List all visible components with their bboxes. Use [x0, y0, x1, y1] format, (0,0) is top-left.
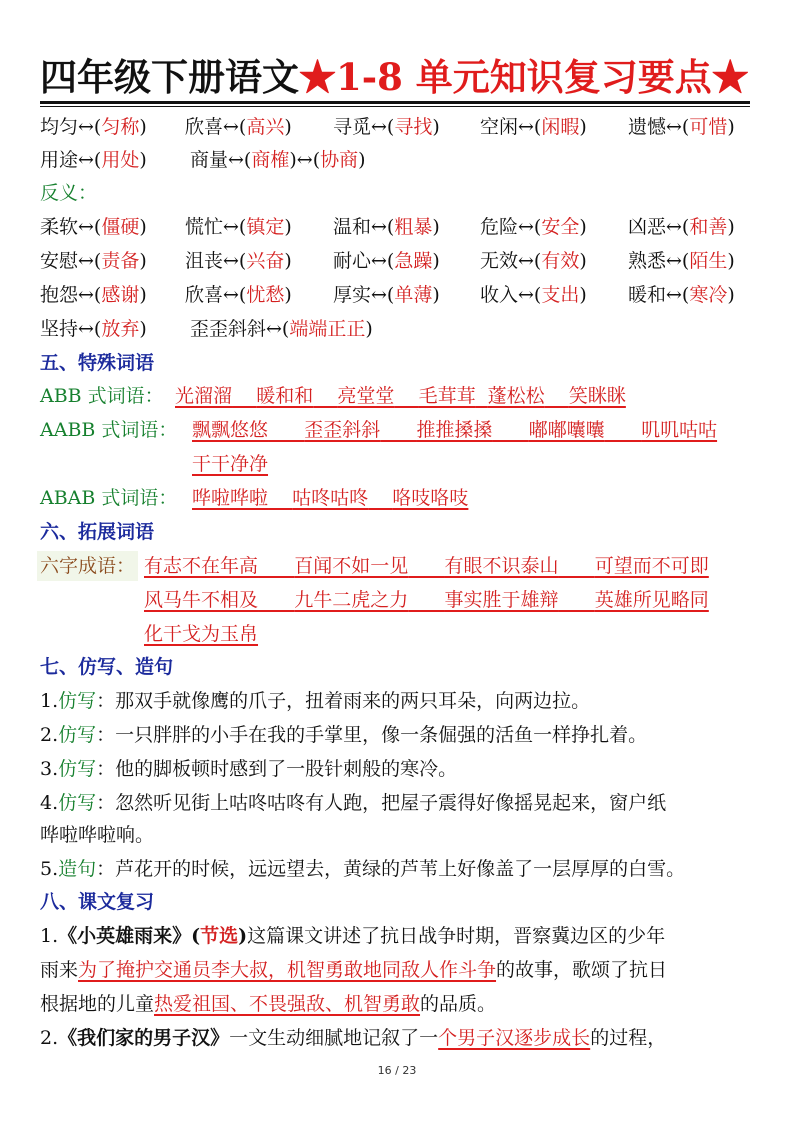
- word-pair: 厚实↔(单薄): [333, 284, 440, 306]
- section-6-heading: 六、拓展词语: [40, 521, 155, 543]
- title-main: 四年级下册语文: [40, 55, 299, 99]
- section-7-heading: 七、仿写、造句: [40, 656, 174, 678]
- aabb-words-line1: 飘飘悠悠 歪歪斜斜 推推搡搡 嘟嘟囔囔 叽叽咕咕: [192, 419, 718, 441]
- word-pair: 无效↔(有效): [480, 250, 587, 272]
- word-pair: 抱怨↔(感谢): [40, 284, 147, 306]
- page-title: [40, 52, 749, 102]
- abab-label: ABAB 式词语：: [40, 487, 178, 509]
- exercise-2: 2.仿写：一只胖胖的小手在我的手掌里，像一条倔强的活鱼一样挣扎着。: [40, 724, 648, 746]
- review-1-line-2: 雨来为了掩护交通员李大叔，机智勇敢地同敌人作斗争的故事，歌颂了抗日: [40, 959, 668, 981]
- title-rule-thick: [40, 101, 750, 104]
- word-pair: 收入↔(支出): [480, 284, 587, 306]
- abb-label: ABB 式词语：: [40, 385, 164, 407]
- word-pair: 寻觅↔(寻找): [333, 116, 440, 138]
- word-pair: 欣喜↔(忧愁): [185, 284, 292, 306]
- title-highlight: ★1-8 单元知识复习要点★: [299, 55, 749, 99]
- exercise-4-cont: 哗啦哗啦响。: [40, 824, 155, 846]
- word-pair: 沮丧↔(兴奋): [185, 250, 292, 272]
- review-1-line-3: 根据地的儿童热爱祖国、不畏强敌、机智勇敢的品质。: [40, 993, 497, 1015]
- exercise-1: 1.仿写：那双手就像鹰的爪子，扭着雨来的两只耳朵，向两边拉。: [40, 690, 591, 712]
- aabb-label: AABB 式词语：: [40, 419, 178, 441]
- exercise-5: 5.造句：芦花开的时候，远远望去，黄绿的芦苇上好像盖了一层厚厚的白雪。: [40, 858, 686, 880]
- review-1-line-1: 1.《小英雄雨来》(节选)这篇课文讲述了抗日战争时期，晋察冀边区的少年: [40, 925, 666, 947]
- abb-words: 光溜溜 暖和和 亮堂堂 毛茸茸 蓬松松 笑眯眯: [175, 385, 626, 407]
- word-pair: 坚持↔(放弃): [40, 318, 147, 340]
- antonyms-label: 反义：: [40, 182, 98, 204]
- word-pair: 耐心↔(急躁): [333, 250, 440, 272]
- idiom-line-1: 有志不在年高 百闻不如一见 有眼不识泰山 可望而不可即: [144, 555, 709, 577]
- word-pair: 慌忙↔(镇定): [185, 216, 292, 238]
- word-pair: 用途↔(用处): [40, 149, 147, 171]
- exercise-3: 3.仿写：他的脚板顿时感到了一股针刺般的寒冷。: [40, 758, 458, 780]
- word-pair: 遗憾↔(可惜): [628, 116, 735, 138]
- section-5-heading: 五、特殊词语: [40, 352, 155, 374]
- word-pair: 均匀↔(匀称): [40, 116, 147, 138]
- idiom-label: 六字成语：: [37, 551, 138, 581]
- word-pair: 商量↔(商榷)↔(协商): [190, 149, 366, 171]
- aabb-words-line2: 干干净净: [192, 453, 269, 475]
- word-pair: 柔软↔(僵硬): [40, 216, 147, 238]
- word-pair: 危险↔(安全): [480, 216, 587, 238]
- word-pair: 欣喜↔(高兴): [185, 116, 292, 138]
- word-pair: 空闲↔(闲暇): [480, 116, 587, 138]
- exercise-4: 4.仿写：忽然听见街上咕咚咕咚有人跑，把屋子震得好像摇晃起来，窗户纸: [40, 792, 667, 814]
- word-pair: 安慰↔(责备): [40, 250, 147, 272]
- word-pair: 凶恶↔(和善): [628, 216, 735, 238]
- page-number: 16 / 23: [377, 1064, 417, 1077]
- word-pair: 暖和↔(寒冷): [628, 284, 735, 306]
- idiom-line-3: 化干戈为玉帛: [144, 623, 259, 645]
- word-pair: 温和↔(粗暴): [333, 216, 440, 238]
- abab-words: 哗啦哗啦 咕咚咕咚 咯吱咯吱: [192, 487, 469, 509]
- word-pair: 熟悉↔(陌生): [628, 250, 735, 272]
- review-2-line-1: 2.《我们家的男子汉》一文生动细腻地记叙了一个男子汉逐步成长的过程，: [40, 1027, 667, 1049]
- idiom-line-2: 风马牛不相及 九牛二虎之力 事实胜于雄辩 英雄所见略同: [144, 589, 709, 611]
- title-rule-thin: [40, 106, 750, 107]
- section-8-heading: 八、课文复习: [40, 891, 155, 913]
- word-pair: 歪歪斜斜↔(端端正正): [190, 318, 373, 340]
